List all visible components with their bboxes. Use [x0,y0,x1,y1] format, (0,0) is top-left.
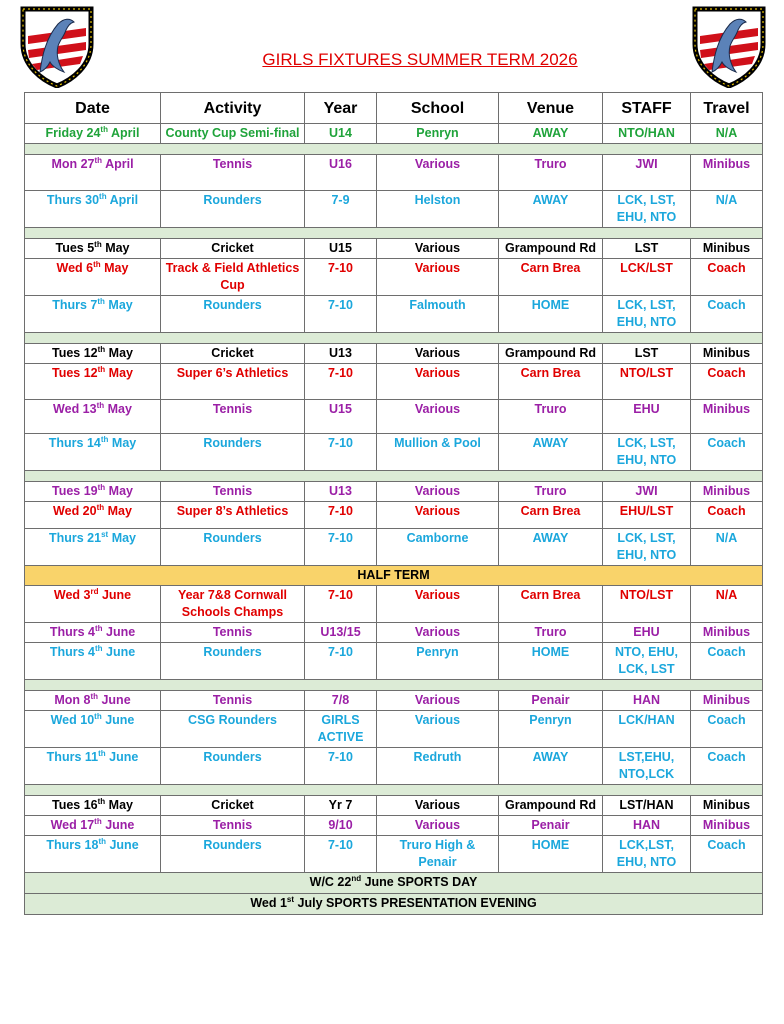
venue-cell: AWAY [499,434,603,471]
date-cell [25,482,161,502]
fixture-row [25,691,763,711]
fixture-row [25,502,763,529]
date-date-pre: Tues 5 [55,241,95,255]
date-cell [25,502,161,529]
date-cell [25,400,161,434]
staff-cell: EHU [603,400,691,434]
year-cell: Yr 7 [305,796,377,816]
date-cell [25,239,161,259]
school-cell: Penryn [377,643,499,680]
travel-cell: Coach [691,434,763,471]
school-cell: Various [377,155,499,191]
header-travel: Travel [691,93,763,124]
date-date-post: May [105,484,133,498]
staff-cell: HAN [603,691,691,711]
half-term-label: HALF TERM [25,566,763,586]
date-sup: th [94,155,103,165]
year-cell: 7-10 [305,529,377,566]
activity-cell: Super 8’s Athletics [161,502,305,529]
date-date-post: June [101,818,135,832]
fixture-row [25,796,763,816]
school-cell: Mullion & Pool [377,434,499,471]
travel-cell: Minibus [691,691,763,711]
year-cell: 7-10 [305,296,377,333]
staff-cell: NTO/LST [603,586,691,623]
date-sup: th [93,259,101,269]
venue-cell: AWAY [499,191,603,228]
year-cell: GIRLS ACTIVE [305,711,377,748]
date-cell [25,691,161,711]
venue-cell: Carn Brea [499,364,603,400]
date-cell [25,643,161,680]
date-date-post: May [104,298,133,312]
date-cell [25,364,161,400]
date-cell [25,711,161,748]
school-cell: Redruth [377,748,499,785]
date-date-post: June [102,645,136,659]
event-note-row [25,894,763,915]
activity-cell: Super 6’s Athletics [161,364,305,400]
date-cell [25,816,161,836]
event-note [25,873,763,894]
spacer-row [25,144,763,155]
staff-cell: HAN [603,816,691,836]
school-crest-right [692,6,766,88]
date-date-pre: Wed 6 [56,261,94,275]
date-cell [25,529,161,566]
date-sup: th [90,691,98,701]
venue-cell: Carn Brea [499,586,603,623]
date-sup: th [96,502,105,512]
travel-cell: Minibus [691,155,763,191]
fixture-row [25,400,763,434]
date-sup: th [100,434,109,444]
travel-cell: Coach [691,643,763,680]
fixture-row [25,155,763,191]
date-cell [25,155,161,191]
activity-cell: Track & Field Athletics Cup [161,259,305,296]
travel-cell: Minibus [691,816,763,836]
fixture-row [25,816,763,836]
spacer-cell [25,333,763,344]
date-date-post: May [105,798,133,812]
activity-cell: Rounders [161,434,305,471]
date-sup: th [94,623,103,633]
activity-cell: Tennis [161,623,305,643]
staff-cell: LCK, LST, EHU, NTO [603,296,691,333]
event-note-pre: Wed 1 [250,896,287,910]
activity-cell: Tennis [161,691,305,711]
event-note-row [25,873,763,894]
travel-cell: N/A [691,124,763,144]
year-cell: 7-10 [305,836,377,873]
half-term-row [25,566,763,586]
school-cell: Falmouth [377,296,499,333]
header-year: Year [305,93,377,124]
venue-cell: Grampound Rd [499,239,603,259]
date-sup: th [99,191,107,201]
venue-cell: Truro [499,400,603,434]
date-sup: th [97,796,106,806]
travel-cell: N/A [691,191,763,228]
fixture-row [25,259,763,296]
venue-cell: Grampound Rd [499,796,603,816]
date-sup: th [97,482,106,492]
date-date-pre: Thurs 11 [46,750,99,764]
activity-cell: Rounders [161,643,305,680]
date-sup: th [98,748,106,758]
date-cell [25,344,161,364]
year-cell: 7/8 [305,691,377,711]
year-cell: U13/15 [305,623,377,643]
school-cell: Various [377,482,499,502]
date-sup: th [100,124,108,134]
year-cell: U16 [305,155,377,191]
school-cell: Various [377,691,499,711]
venue-cell: Carn Brea [499,259,603,296]
date-date-pre: Wed 13 [53,402,97,416]
activity-cell: Rounders [161,748,305,785]
date-cell [25,796,161,816]
header-row [25,93,763,124]
travel-cell: Coach [691,748,763,785]
staff-cell: NTO/HAN [603,124,691,144]
date-cell [25,259,161,296]
fixture-row [25,586,763,623]
year-cell: 7-10 [305,502,377,529]
date-sup: th [97,344,106,354]
venue-cell: Truro [499,482,603,502]
date-cell [25,836,161,873]
fixture-row [25,191,763,228]
date-date-pre: Thurs 4 [49,625,95,639]
date-date-post: June [106,838,139,852]
staff-cell: LCK/LST [603,259,691,296]
date-date-post: May [104,504,132,518]
travel-cell: Coach [691,296,763,333]
fixture-row [25,643,763,680]
school-cell: Various [377,502,499,529]
venue-cell: Carn Brea [499,502,603,529]
school-cell: Various [377,259,499,296]
page-title: GIRLS FIXTURES SUMMER TERM 2026 [262,50,578,69]
date-sup: th [98,836,106,846]
date-sup: th [97,296,105,306]
fixture-row [25,124,763,144]
venue-cell: Grampound Rd [499,344,603,364]
school-cell: Various [377,364,499,400]
date-date-pre: Thurs 18 [46,838,99,852]
staff-cell: LST,EHU, NTO,LCK [603,748,691,785]
header-venue: Venue [499,93,603,124]
date-date-post: May [101,241,130,255]
date-date-pre: Thurs 21 [48,531,102,545]
date-date-pre: Wed 3 [53,588,91,602]
school-cell: Camborne [377,529,499,566]
venue-cell: Truro [499,155,603,191]
activity-cell: Year 7&8 Cornwall Schools Champs [161,586,305,623]
travel-cell: Coach [691,711,763,748]
staff-cell: NTO/LST [603,364,691,400]
travel-cell: N/A [691,586,763,623]
activity-cell: Tennis [161,482,305,502]
date-date-post: May [105,366,133,380]
date-date-post: May [104,402,132,416]
date-date-post: June [102,625,136,639]
travel-cell: Minibus [691,400,763,434]
activity-cell: Rounders [161,296,305,333]
date-date-pre: Tues 16 [52,798,98,812]
date-date-post: May [105,346,133,360]
fixture-row [25,623,763,643]
activity-cell: Tennis [161,816,305,836]
year-cell: 7-9 [305,191,377,228]
activity-cell: Rounders [161,191,305,228]
staff-cell: EHU [603,623,691,643]
venue-cell: AWAY [499,529,603,566]
activity-cell: Rounders [161,529,305,566]
school-cell: Various [377,344,499,364]
staff-cell: LST/HAN [603,796,691,816]
fixture-row [25,836,763,873]
event-note-pre: W/C 22 [309,875,352,889]
date-date-post: June [98,588,132,602]
fixture-row [25,711,763,748]
date-sup: rd [90,586,99,596]
venue-cell: Penair [499,816,603,836]
travel-cell: Minibus [691,482,763,502]
spacer-cell [25,471,763,482]
venue-cell: HOME [499,643,603,680]
staff-cell: JWI [603,482,691,502]
date-date-pre: Tues 12 [52,366,98,380]
school-cell: Various [377,586,499,623]
year-cell: 7-10 [305,259,377,296]
travel-cell: Coach [691,364,763,400]
activity-cell: Cricket [161,796,305,816]
venue-cell: Truro [499,623,603,643]
date-date-pre: Wed 20 [53,504,97,518]
school-cell: Various [377,796,499,816]
date-date-post: May [100,261,129,275]
school-crest-left [20,6,94,88]
year-cell: 7-10 [305,643,377,680]
date-cell [25,623,161,643]
staff-cell: LCK,LST, EHU, NTO [603,836,691,873]
date-sup: st [101,529,109,539]
school-cell: Penryn [377,124,499,144]
date-cell [25,586,161,623]
spacer-row [25,680,763,691]
date-date-post: April [102,157,134,171]
year-cell: 9/10 [305,816,377,836]
date-date-pre: Wed 10 [50,713,95,727]
header-school: School [377,93,499,124]
date-date-pre: Wed 17 [50,818,95,832]
venue-cell: AWAY [499,748,603,785]
event-note-post: July SPORTS PRESENTATION EVENING [294,896,537,910]
date-cell [25,434,161,471]
staff-cell: LCK, LST, EHU, NTO [603,529,691,566]
event-note-sup: nd [351,873,362,883]
activity-cell: CSG Rounders [161,711,305,748]
year-cell: U15 [305,239,377,259]
travel-cell: Minibus [691,344,763,364]
fixture-row [25,482,763,502]
date-date-pre: Tues 12 [52,346,98,360]
activity-cell: Cricket [161,344,305,364]
spacer-row [25,228,763,239]
year-cell: 7-10 [305,434,377,471]
spacer-cell [25,785,763,796]
date-cell [25,748,161,785]
header-activity: Activity [161,93,305,124]
year-cell: U13 [305,344,377,364]
date-sup: th [94,711,102,721]
staff-cell: LCK, LST, EHU, NTO [603,434,691,471]
school-cell: Various [377,816,499,836]
event-note-sup: st [286,894,295,904]
spacer-cell [25,144,763,155]
event-note [25,894,763,915]
date-date-pre: Mon 8 [54,693,91,707]
activity-cell: Cricket [161,239,305,259]
travel-cell: Minibus [691,239,763,259]
staff-cell: LCK/HAN [603,711,691,748]
activity-cell: Tennis [161,155,305,191]
staff-cell: LST [603,344,691,364]
date-date-pre: Tues 19 [52,484,98,498]
date-date-pre: Mon 27 [51,157,95,171]
year-cell: U14 [305,124,377,144]
fixture-row [25,364,763,400]
school-cell: Various [377,239,499,259]
venue-cell: AWAY [499,124,603,144]
date-cell [25,296,161,333]
date-date-pre: Friday 24 [45,126,101,140]
year-cell: 7-10 [305,748,377,785]
spacer-cell [25,228,763,239]
staff-cell: EHU/LST [603,502,691,529]
activity-cell: Tennis [161,400,305,434]
date-date-pre: Thurs 4 [49,645,95,659]
year-cell: 7-10 [305,364,377,400]
year-cell: 7-10 [305,586,377,623]
date-cell [25,191,161,228]
header-staff: STAFF [603,93,691,124]
date-cell [25,124,161,144]
school-cell: Various [377,711,499,748]
spacer-cell [25,680,763,691]
travel-cell: N/A [691,529,763,566]
date-date-post: May [108,531,137,545]
travel-cell: Coach [691,836,763,873]
date-date-post: June [101,713,135,727]
fixture-row [25,239,763,259]
spacer-row [25,785,763,796]
travel-cell: Coach [691,502,763,529]
year-cell: U15 [305,400,377,434]
date-sup: th [94,816,102,826]
school-cell: Various [377,623,499,643]
fixtures-table [24,92,763,915]
date-sup: th [96,400,105,410]
venue-cell: Penair [499,691,603,711]
school-cell: Various [377,400,499,434]
school-cell: Helston [377,191,499,228]
year-cell: U13 [305,482,377,502]
travel-cell: Coach [691,259,763,296]
fixture-row [25,434,763,471]
date-date-pre: Thurs 14 [48,436,101,450]
activity-cell: County Cup Semi-final [161,124,305,144]
date-date-post: April [107,126,140,140]
date-date-post: April [106,193,139,207]
event-note-post: June SPORTS DAY [361,875,478,889]
venue-cell: HOME [499,296,603,333]
travel-cell: Minibus [691,623,763,643]
fixture-row [25,296,763,333]
spacer-row [25,333,763,344]
staff-cell: LCK, LST, EHU, NTO [603,191,691,228]
travel-cell: Minibus [691,796,763,816]
activity-cell: Rounders [161,836,305,873]
header-date: Date [25,93,161,124]
spacer-row [25,471,763,482]
fixture-row [25,529,763,566]
date-date-post: June [105,750,139,764]
staff-cell: NTO, EHU, LCK, LST [603,643,691,680]
date-sup: th [94,643,103,653]
date-sup: th [94,239,102,249]
date-date-post: June [98,693,131,707]
date-sup: th [97,364,106,374]
venue-cell: Penryn [499,711,603,748]
date-date-post: May [108,436,137,450]
fixture-row [25,344,763,364]
date-date-pre: Thurs 7 [52,298,98,312]
staff-cell: JWI [603,155,691,191]
fixture-row [25,748,763,785]
school-cell: Truro High & Penair [377,836,499,873]
staff-cell: LST [603,239,691,259]
date-date-pre: Thurs 30 [46,193,100,207]
venue-cell: HOME [499,836,603,873]
